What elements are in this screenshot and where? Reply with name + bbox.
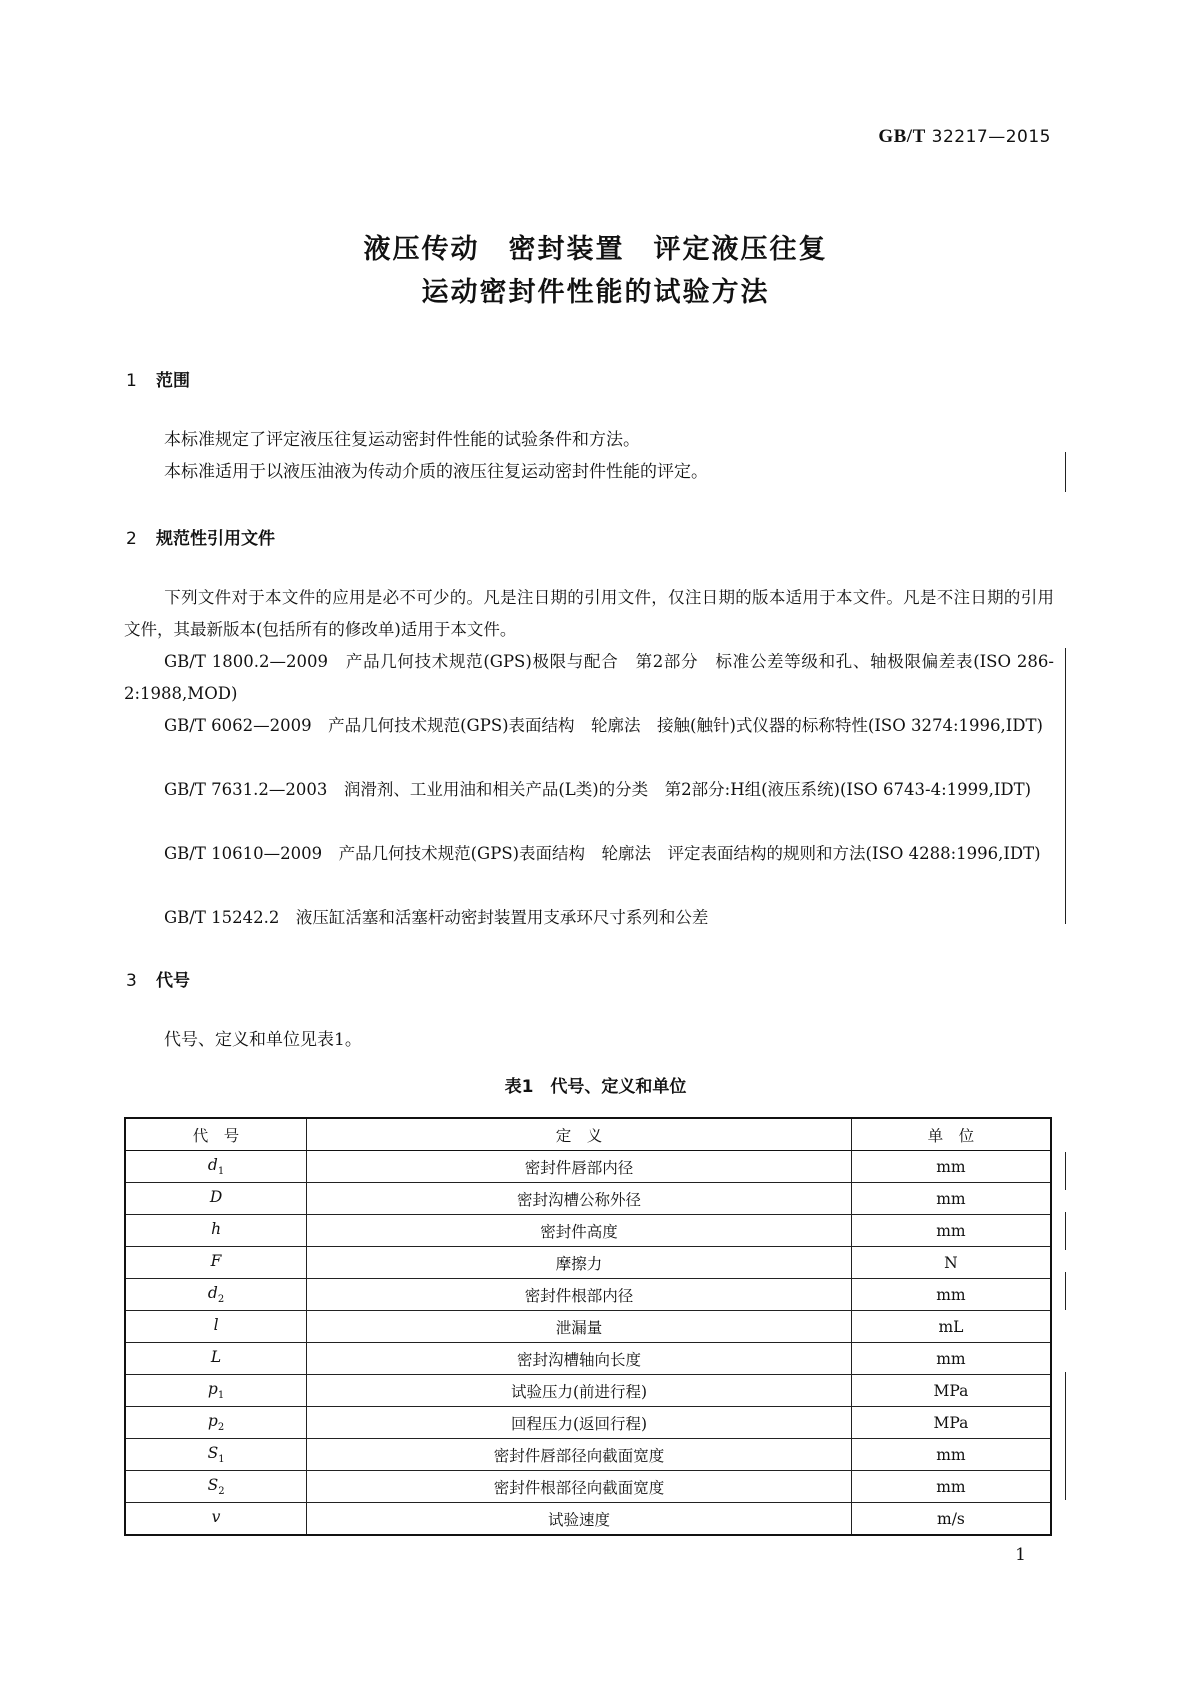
symbol-cell: h [125,1215,307,1247]
section-2-intro: 下列文件对于本文件的应用是必不可少的。凡是注日期的引用文件，仅注日期的版本适用于本文件。凡是不注日期的引用文件，其最新版本(包括所有的修改单)适用于本文件。 [124,588,1054,639]
section-number: 1 [126,371,137,391]
table-row [125,1343,1051,1375]
symbol-cell: $S_1$ [125,1439,307,1471]
table-row [125,1503,1051,1536]
definition-cell: 试验速度 [307,1503,852,1536]
table-row [125,1183,1051,1215]
table-row [125,1151,1051,1183]
title-line-2: 运动密封件性能的试验方法 [421,277,770,308]
unit-cell: MPa [851,1375,1051,1407]
change-bar [1065,1152,1066,1190]
symbol-cell: $S_2$ [125,1471,307,1503]
reference-item: GB/T 1800.2—2009 产品几何技术规范(GPS)极限与配合 第2部分 标准公差等级和孔、轴极限偏差表(ISO 286-2:1988,MOD) [124,652,1054,703]
definition-cell: 密封件根部径向截面宽度 [307,1471,852,1503]
section-title: 规范性引用文件 [156,529,275,549]
symbol-cell: $p_2$ [125,1407,307,1439]
section-2-heading [126,524,275,549]
page-number: 1 [1015,1545,1026,1565]
table-row [125,1311,1051,1343]
unit-cell: MPa [851,1407,1051,1439]
section-title: 代号 [156,971,190,991]
unit-cell: mm [851,1183,1051,1215]
definition-cell: 密封件高度 [307,1215,852,1247]
definition-cell: 密封沟槽轴向长度 [307,1343,852,1375]
column-header-unit: 单 位 [851,1118,1051,1151]
unit-cell: mm [851,1439,1051,1471]
section-1-paragraph-1: 本标准规定了评定液压往复运动密封件性能的试验条件和方法。 [164,430,640,450]
table-row [125,1215,1051,1247]
symbol-cell: L [125,1343,307,1375]
section-title: 范围 [156,371,190,391]
reference-item: GB/T 6062—2009 产品几何技术规范(GPS)表面结构 轮廓法 接触(触针)式仪器的标称特性(ISO 3274:1996,IDT) [164,716,1043,735]
table-caption: 表1 代号、定义和单位 [504,1077,687,1097]
symbol-cell: F [125,1247,307,1279]
unit-cell: mm [851,1151,1051,1183]
unit-cell: m/s [851,1503,1051,1536]
unit-cell: mm [851,1471,1051,1503]
table-header-row [125,1118,1051,1151]
section-1-heading [126,366,190,391]
column-header-symbol: 代 号 [125,1118,307,1151]
symbol-cell: v [125,1503,307,1536]
change-bar [1065,648,1066,924]
symbol-cell: $p_1$ [125,1375,307,1407]
table-row [125,1439,1051,1471]
change-bar [1065,1372,1066,1500]
standard-prefix: GB/T [878,126,926,147]
definition-cell: 密封件唇部径向截面宽度 [307,1439,852,1471]
definitions-table [124,1117,1052,1536]
title-line-1: 液压传动 密封装置 评定液压往复 [363,234,828,265]
reference-item: GB/T 7631.2—2003 润滑剂、工业用油和相关产品(L类)的分类 第2部分:H组(液压系统)(ISO 6743-4:1999,IDT) [164,780,1032,799]
reference-item: GB/T 15242.2 液压缸活塞和活塞杆动密封装置用支承环尺寸系列和公差 [164,908,709,927]
section-number: 3 [126,971,137,991]
table-row [125,1407,1051,1439]
unit-cell: mm [851,1215,1051,1247]
table-row [125,1375,1051,1407]
unit-cell: mm [851,1343,1051,1375]
document-title [0,228,1191,314]
section-1-paragraph-2: 本标准适用于以液压油液为传动介质的液压往复运动密封件性能的评定。 [164,462,708,482]
section-number: 2 [126,529,137,549]
table-row [125,1247,1051,1279]
table-row [125,1471,1051,1503]
definition-cell: 密封件唇部内径 [307,1151,852,1183]
table-body [125,1151,1051,1536]
unit-cell: mm [851,1279,1051,1311]
unit-cell: mL [851,1311,1051,1343]
symbol-cell: $d_2$ [125,1279,307,1311]
change-bar [1065,452,1066,492]
symbol-cell: D [125,1183,307,1215]
definition-cell: 密封沟槽公称外径 [307,1183,852,1215]
table-row [125,1279,1051,1311]
change-bar [1065,1212,1066,1250]
section-3-heading [126,966,190,991]
standard-number [878,126,1051,148]
change-bar [1065,1272,1066,1310]
symbol-cell: $d_1$ [125,1151,307,1183]
standard-code: 32217—2015 [931,127,1051,147]
reference-item: GB/T 10610—2009 产品几何技术规范(GPS)表面结构 轮廓法 评定表面结构的规则和方法(ISO 4288:1996,IDT) [164,844,1041,863]
definition-cell: 密封件根部内径 [307,1279,852,1311]
definition-cell: 试验压力(前进行程) [307,1375,852,1407]
section-3-paragraph: 代号、定义和单位见表1。 [164,1030,362,1050]
symbol-cell: l [125,1311,307,1343]
definition-cell: 摩擦力 [307,1247,852,1279]
unit-cell: N [851,1247,1051,1279]
definition-cell: 回程压力(返回行程) [307,1407,852,1439]
column-header-definition: 定 义 [307,1118,852,1151]
definition-cell: 泄漏量 [307,1311,852,1343]
